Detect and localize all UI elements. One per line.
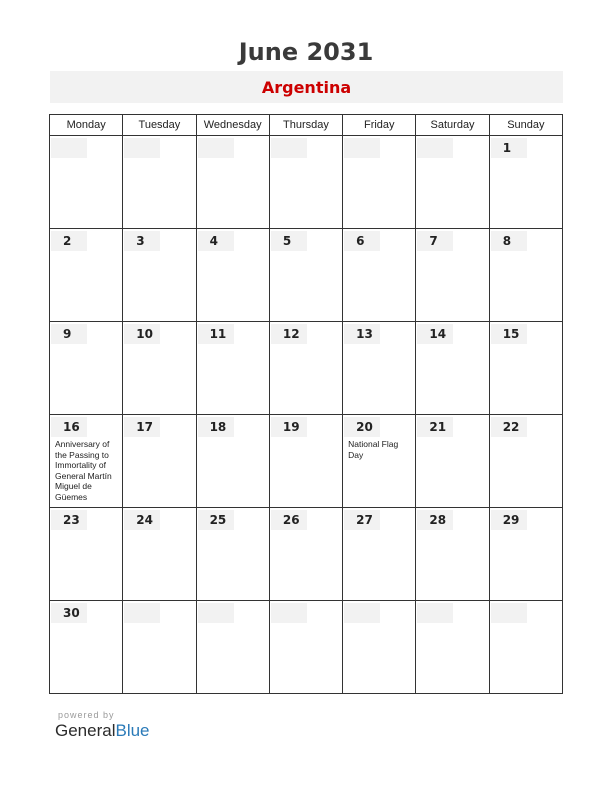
weekday-header-row [50,115,563,136]
empty-day-marker [198,138,234,158]
empty-day-marker [344,138,380,158]
day-number: 22 [491,417,527,437]
empty-day-marker [417,603,453,623]
day-number: 3 [124,231,160,251]
day-number: 14 [417,324,453,344]
day-cell [343,508,416,601]
day-number: 4 [198,231,234,251]
day-cell [269,601,342,694]
weekday-header-monday: Monday [50,115,123,136]
day-cell [416,415,489,508]
day-cell [50,322,123,415]
week-row [50,136,563,229]
empty-day-marker [51,138,87,158]
day-number: 16 [51,417,87,437]
weekday-header-wednesday: Wednesday [196,115,269,136]
week-row [50,508,563,601]
day-number: 19 [271,417,307,437]
day-cell [416,136,489,229]
day-cell [489,415,562,508]
day-cell [196,601,269,694]
day-number: 18 [198,417,234,437]
calendar-grid [49,114,563,694]
day-cell [123,322,196,415]
week-row [50,229,563,322]
day-cell [489,229,562,322]
day-number: 27 [344,510,380,530]
empty-day-marker [198,603,234,623]
brand-part-general: General [55,721,116,740]
day-number: 24 [124,510,160,530]
day-cell [416,229,489,322]
brand-part-blue: Blue [115,721,150,740]
empty-day-marker [417,138,453,158]
empty-day-marker [271,603,307,623]
week-row [50,601,563,694]
empty-day-marker [124,138,160,158]
day-number: 26 [271,510,307,530]
day-cell [50,415,123,508]
calendar-title: June 2031 [238,38,374,66]
day-cell [489,601,562,694]
day-number: 2 [51,231,87,251]
day-number: 11 [198,324,234,344]
day-cell [196,508,269,601]
holiday-label: National Flag Day [348,439,399,460]
day-number: 12 [271,324,307,344]
day-cell [269,229,342,322]
day-cell [343,136,416,229]
day-cell [269,415,342,508]
day-number: 17 [124,417,160,437]
empty-day-marker [124,603,160,623]
week-row [50,415,563,508]
day-cell [343,415,416,508]
day-cell [489,322,562,415]
day-cell [196,322,269,415]
day-number: 25 [198,510,234,530]
day-cell [489,508,562,601]
holiday-label: Anniversary of the Passing to Immortality of General Martín Miguel de Güemes [55,439,112,502]
day-number: 10 [124,324,160,344]
day-number: 30 [51,603,87,623]
day-number: 7 [417,231,453,251]
country-banner [50,71,563,103]
day-number: 5 [271,231,307,251]
day-cell [123,229,196,322]
day-cell [343,229,416,322]
day-cell [50,136,123,229]
day-cell [196,136,269,229]
day-number: 6 [344,231,380,251]
day-number: 28 [417,510,453,530]
calendar-body [50,136,563,694]
day-cell [343,322,416,415]
day-cell [416,601,489,694]
day-number: 23 [51,510,87,530]
day-number: 15 [491,324,527,344]
day-cell [416,508,489,601]
day-cell [343,601,416,694]
weekday-header-sunday: Sunday [489,115,562,136]
country-name: Argentina [261,78,352,97]
empty-day-marker [344,603,380,623]
empty-day-marker [271,138,307,158]
day-cell [196,229,269,322]
powered-by-label: powered by [58,710,115,720]
weekday-header-thursday: Thursday [269,115,342,136]
day-cell [269,136,342,229]
day-number: 1 [491,138,527,158]
day-number: 9 [51,324,87,344]
generalblue-logo[interactable] [55,721,150,741]
day-cell [123,601,196,694]
weekday-header-saturday: Saturday [416,115,489,136]
day-cell [123,508,196,601]
weekday-header-tuesday: Tuesday [123,115,196,136]
day-number: 20 [344,417,380,437]
day-cell [269,322,342,415]
day-cell [50,229,123,322]
day-cell [416,322,489,415]
weekday-header-friday: Friday [343,115,416,136]
day-number: 13 [344,324,380,344]
day-cell [123,136,196,229]
day-number: 21 [417,417,453,437]
day-cell [489,136,562,229]
empty-day-marker [491,603,527,623]
week-row [50,322,563,415]
day-number: 8 [491,231,527,251]
day-cell [123,415,196,508]
day-cell [50,601,123,694]
day-number: 29 [491,510,527,530]
day-cell [196,415,269,508]
day-cell [50,508,123,601]
day-cell [269,508,342,601]
